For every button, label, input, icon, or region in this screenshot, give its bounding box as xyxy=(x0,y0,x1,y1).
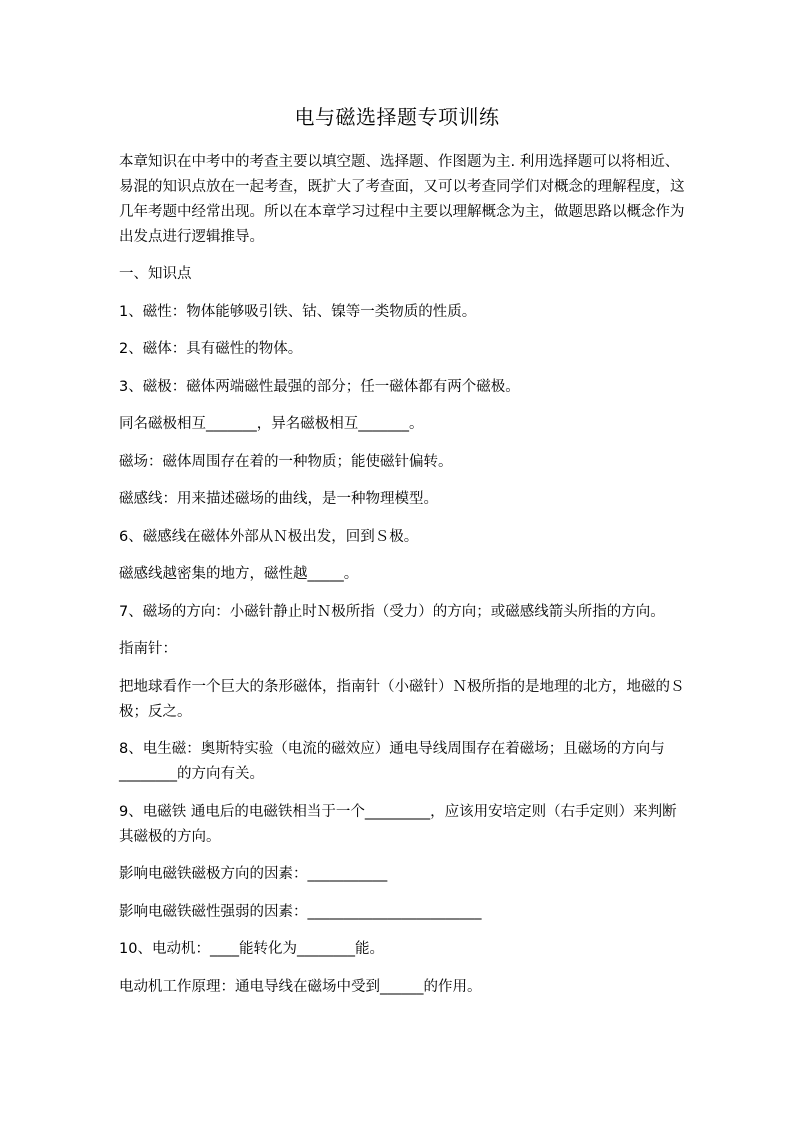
document-title: 电与磁选择题专项训练 xyxy=(294,105,500,129)
knowledge-item: 磁感线：用来描述磁场的曲线，是一种物理模型。 xyxy=(119,491,438,507)
intro-paragraph: 本章知识在中考中的考查主要以填空题、选择题、作图题为主. 利用选择题可以将相近、易混的知识点放在一起考查，既扩大了考查面，又可以考查同学们对概念的理解程度，这几年考题中经常出现。所以在本章学习过程中主要以理解概念为主，做题思路以概念作为出发点进行逻辑推导。 xyxy=(119,154,685,245)
knowledge-item: 指南针： xyxy=(119,641,177,657)
knowledge-item: 7、磁场的方向：小磁针静止时Ｎ极所指（受力）的方向；或磁感线箭头所指的方向。 xyxy=(119,603,665,620)
fill-in-item: 电动机工作原理：通电导线在磁场中受到______的作用。 xyxy=(119,978,482,995)
fill-in-item: 同名磁极相互_______，异名磁极相互_______。 xyxy=(119,416,424,432)
fill-in-item: 影响电磁铁磁性强弱的因素：________________________ xyxy=(119,903,482,920)
fill-in-item: 磁感线越密集的地方，磁性越_____。 xyxy=(119,566,359,582)
fill-in-item: 8、电生磁：奥斯特实验（电流的磁效应）通电导线周围存在着磁场；且磁场的方向与________的方向有关。 xyxy=(119,741,665,782)
fill-in-item: 9、电磁铁 通电后的电磁铁相当于一个_________，应该用安培定则（右手定则）来判断其磁极的方向。 xyxy=(119,803,677,845)
knowledge-item: 1、磁性：物体能够吸引铁、钴、镍等一类物质的性质。 xyxy=(119,303,477,320)
knowledge-item: 6、磁感线在磁体外部从Ｎ极出发，回到Ｓ极。 xyxy=(119,528,419,545)
fill-in-item: 10、电动机：____能转化为________能。 xyxy=(119,941,384,957)
knowledge-item: 把地球看作一个巨大的条形磁体，指南针（小磁针）Ｎ极所指的是地理的北方，地磁的Ｓ极；反之。 xyxy=(119,678,685,720)
document-body xyxy=(119,150,685,1012)
knowledge-item: 2、磁体：具有磁性的物体。 xyxy=(119,341,303,357)
knowledge-item: 3、磁极：磁体两端磁性最强的部分；任一磁体都有两个磁极。 xyxy=(119,378,520,395)
knowledge-item: 磁场：磁体周围存在着的一种物质；能使磁针偏转。 xyxy=(119,453,453,470)
section-heading: 一、知识点 xyxy=(119,266,192,282)
fill-in-item: 影响电磁铁磁极方向的因素：___________ xyxy=(119,866,388,882)
